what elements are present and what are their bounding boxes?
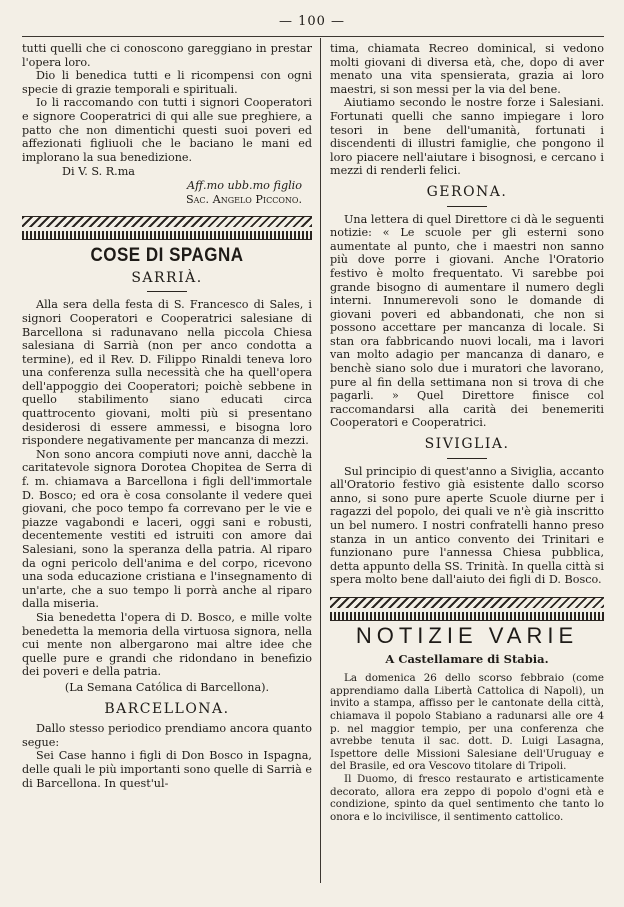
subsection-title-sarria: SARRIÀ.: [131, 269, 203, 286]
signature-affection: Aff.mo ubb.mo figlio: [187, 178, 302, 192]
paragraph: Io li raccomando con tutti i signori Cooperatori e signore Cooperatrici di qui alle sue preghiere, a patto che non dimentichi questi suoi poveri ed affezionati figliuoli che le baciano le mani ed implorano la sua benedizione.: [22, 96, 312, 164]
article-title: A Castellamare di Stabia.: [385, 651, 549, 666]
paragraph: Non sono ancora compiuti nove anni, dacchè la caritatevole signora Dorotea Chopitea de Serra di f. m. chiamava a Barcellona i figli dell'immortale D. Bosco; ed ora è cosa consolante il vedere quei giovani, che poco tempo fa correvano per le vie e piazze vagabondi e laceri, oggi sani e robusti, decentemente vestiti ed istruiti con amore dai Salesiani, sono la speranza della patria. Al riparo da ogni pericolo dell'anima e del corpo, ricevono una soda educazione cristiana e l'insegnamento di un'arte, che a suo tempo li porrà anche al riparo dalla miseria.: [22, 447, 312, 611]
right-column: [330, 42, 604, 887]
left-column: [22, 42, 312, 887]
paragraph: La domenica 26 dello scorso febbraio (come apprendiamo dalla Libertà Cattolica di Napoli), un invito a stampa, affisso per le cantonate della città, chiamava il popolo Stabiano a radunarsi alle ore 4 p. nel maggior tempio, per una conferenza che avrebbe tenuta il sac. dott. D. Luigi Lasagna, Ispettore delle Missioni Salesiane dell'Uruguay e del Brasile, ed ora Vescovo titolare di Tripoli.: [330, 672, 604, 773]
paragraph: tima, chiamata Recreo dominical, si vedono molti giovani di diversa età, che, dopo di aver menato una vita spensierata, grazia ai loro maestri, si son messi per la via del bene.: [330, 42, 604, 96]
paragraph: Sei Case hanno i figli di Don Bosco in Ispagna, delle quali le più importanti sono quelle di Sarrià e di Barcellona. In quest'ul-: [22, 749, 312, 790]
subsection-rule: [447, 206, 487, 207]
subsection-title-barcellona: BARCELLONA.: [104, 700, 230, 717]
signature-name: Sac. Angelo Piccono.: [185, 192, 302, 206]
header-rule: [22, 36, 604, 37]
paragraph: Dallo stesso periodico prendiamo ancora quanto segue:: [22, 722, 312, 749]
paragraph: Aiutiamo secondo le nostre forze i Salesiani. Fortunati quelli che sanno impiegare i loro tesori in bene dell'umanità, fortunati i discendenti di illustri famiglie, che pongono il loro piacere nell'aiutare i bisognosi, e cercano i mezzi di renderli felici.: [330, 96, 604, 178]
section-title-notizie: NOTIZIE VARIE: [355, 622, 579, 648]
subsection-title-siviglia: SIVIGLIA.: [424, 436, 510, 453]
signature-salutation: Di V. S. R.ma: [62, 165, 135, 179]
paragraph: Il Duomo, di fresco restaurato e artisticamente decorato, allora era zeppo di popolo d'ogni età e condizione, spinto da quel sentimento che tanto lo onora e lo incivilisce, il sentimento cattolico.: [330, 772, 604, 823]
paragraph: tutti quelli che ci conoscono gareggiano in prestar l'opera loro.: [22, 42, 312, 69]
paragraph: Sia benedetta l'opera di D. Bosco, e mille volte benedetta la memoria della virtuosa signora, nella cui mente non albergarono mai altre idee che quelle pure e grandi che ridondano in benefizio dei poveri e della patria.: [22, 610, 312, 679]
paragraph: Sul principio di quest'anno a Siviglia, accanto all'Oratorio festivo già esistente dallo scorso anno, si sono pure aperte Scuole diurne per i ragazzi del popolo, dei quali ve n'è già inscritto un bel numero. I nostri confratelli hanno preso stanza in un antico convento dei Trinitari e funzionano pure l'annessa Chiesa pubblica, detta appunto della SS. Trinità. In quella città si spera molto bene dall'aiuto dei figli di D. Bosco.: [330, 464, 604, 587]
decorative-border: [330, 597, 604, 621]
decorative-border: [22, 216, 312, 240]
subsection-title-gerona: GERONA.: [426, 183, 508, 200]
column-divider: [320, 38, 321, 883]
paragraph: Dio li benedica tutti e li ricompensi con ogni specie di grazie temporali e spirituali.: [22, 69, 312, 96]
paragraph: Una lettera di quel Direttore ci dà le seguenti notizie: « Le scuole per gli esterni sono aumentate al punto, che i maestri non sanno più dove porre i giovani. Anche l'Oratorio festivo è molto frequentato. Vi sarebbe poi grande bisogno di aumentare il numero degli interni. Innumerevoli sono le domande di giovani poveri ed abbandonati, che non si possono accettare per mancanza di locale. Si stan ora fabbricando nuovi locali, ma i lavori van molto adagio per mancanza di danaro, e benchè siano solo due i muratori che lavorano, pure al fin della settimana non si trova di che pagarli. » Quel Direttore finisce col raccomandarsi alla carità dei benemeriti Cooperatori e Cooperatrici.: [330, 212, 604, 430]
page-number: — 100 —: [278, 14, 346, 29]
section-title: COSE DI SPAGNA: [90, 243, 244, 266]
source-citation: (La Semana Católica di Barcellona).: [64, 680, 270, 694]
subsection-rule: [147, 291, 187, 292]
subsection-rule: [447, 458, 487, 459]
paragraph: Alla sera della festa di S. Francesco di Sales, i signori Cooperatori e Cooperatrici salesiane di Barcellona si radunavano nella piccola Chiesa salesiana di Sarrià (non per anco condotta a termine), ed il Rev. D. Filippo Rinaldi teneva loro una conferenza sulla necessità che ha quell'opera dell'appoggio dei Cooperatori; poichè sebbene in quello stabilimento siano educati circa quattrocento giovani, molti più si presentano desiderosi di essere ammessi, e bisogna loro rispondere negativamente per mancanza di mezzi.: [22, 298, 312, 448]
